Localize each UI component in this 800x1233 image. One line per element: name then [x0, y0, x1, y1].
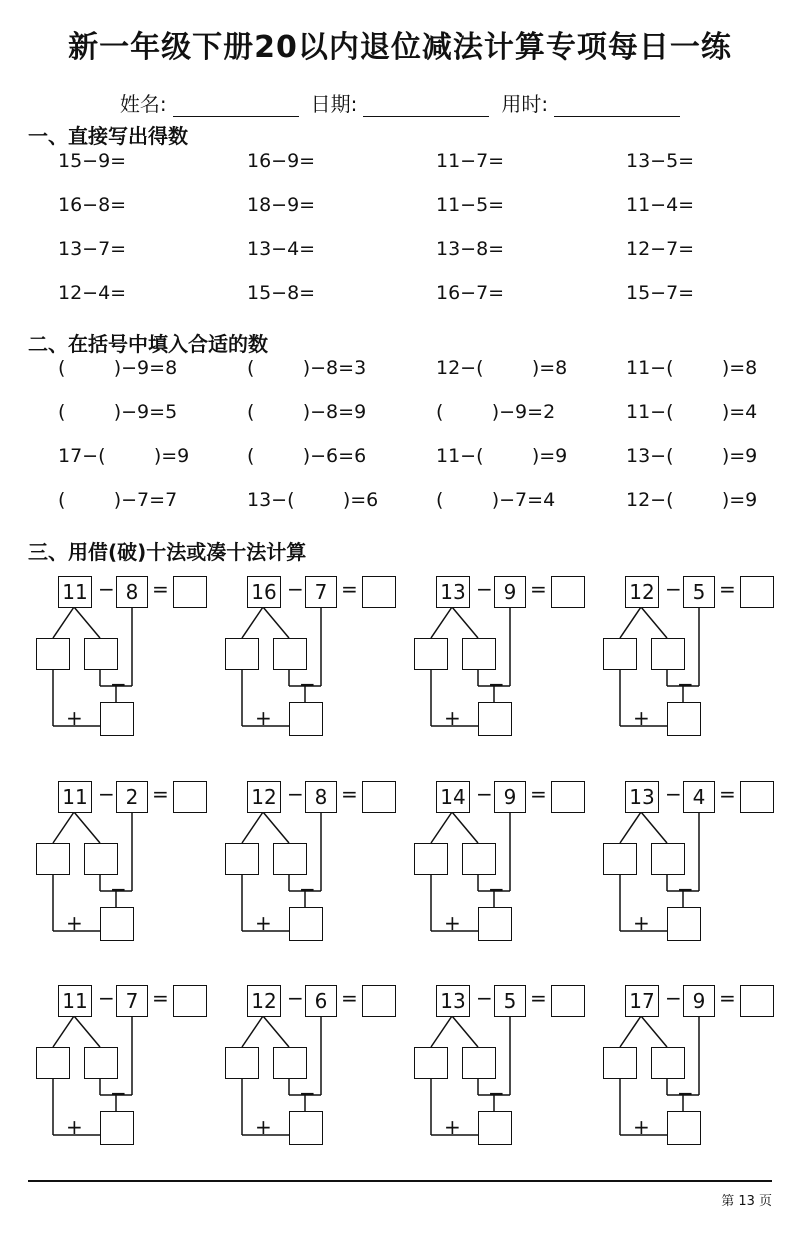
section1-row — [58, 150, 778, 180]
section1-problem[interactable]: 16−7= — [436, 282, 505, 304]
minus-sign: − — [665, 577, 682, 601]
step-minus-sign: − — [299, 672, 316, 696]
minuend-box: 12 — [625, 576, 659, 608]
minus-sign: − — [476, 782, 493, 806]
subtrahend-box: 9 — [683, 985, 715, 1017]
section2-problem[interactable]: ( )−8=3 — [247, 357, 367, 379]
section2-row — [58, 489, 778, 519]
split-box-left[interactable] — [603, 1047, 637, 1079]
connector-line — [74, 1016, 100, 1047]
split-box-right[interactable] — [84, 1047, 118, 1079]
decomposition-problem — [414, 779, 574, 949]
split-box-right[interactable] — [462, 1047, 496, 1079]
connector-line — [242, 607, 263, 638]
result-box[interactable] — [100, 702, 134, 736]
decomposition-problem — [36, 983, 196, 1153]
split-box-right[interactable] — [651, 1047, 685, 1079]
answer-box[interactable] — [173, 781, 207, 813]
connector-line — [263, 607, 289, 638]
minuend-box: 13 — [436, 985, 470, 1017]
step-plus-sign: + — [255, 1115, 272, 1139]
section1-problem[interactable]: 11−4= — [626, 194, 695, 216]
section1-problem[interactable]: 12−4= — [58, 282, 127, 304]
step-plus-sign: + — [66, 911, 83, 935]
minuend-box: 14 — [436, 781, 470, 813]
step-plus-sign: + — [633, 1115, 650, 1139]
minus-sign: − — [98, 986, 115, 1010]
equals-sign: = — [152, 986, 169, 1010]
split-box-right[interactable] — [273, 843, 307, 875]
answer-box[interactable] — [740, 985, 774, 1017]
section1-problem[interactable]: 13−5= — [626, 150, 695, 172]
split-box-left[interactable] — [414, 1047, 448, 1079]
page-title: 新一年级下册20以内退位减法计算专项每日一练 — [68, 30, 732, 65]
answer-box[interactable] — [362, 781, 396, 813]
equals-sign: = — [341, 986, 358, 1010]
split-box-left[interactable] — [603, 843, 637, 875]
subtrahend-box: 7 — [116, 985, 148, 1017]
section2-problem[interactable]: ( )−8=9 — [247, 401, 367, 423]
answer-box[interactable] — [740, 781, 774, 813]
date-label: 日期: — [310, 92, 358, 116]
step-plus-sign: + — [255, 911, 272, 935]
answer-box[interactable] — [551, 576, 585, 608]
split-box-right[interactable] — [651, 638, 685, 670]
equals-sign: = — [719, 986, 736, 1010]
connector-line — [620, 607, 641, 638]
time-label: 用时: — [501, 92, 549, 116]
decomposition-problem — [603, 779, 763, 949]
split-box-left[interactable] — [36, 638, 70, 670]
subtrahend-box: 9 — [494, 576, 526, 608]
result-box[interactable] — [100, 907, 134, 941]
equals-sign: = — [530, 782, 547, 806]
equals-sign: = — [152, 782, 169, 806]
connector-line — [53, 607, 74, 638]
split-box-left[interactable] — [414, 638, 448, 670]
date-field[interactable] — [311, 88, 490, 117]
minuend-box: 13 — [625, 781, 659, 813]
step-minus-sign: − — [677, 672, 694, 696]
split-box-left[interactable] — [36, 1047, 70, 1079]
section2-problem[interactable]: ( )−9=8 — [58, 357, 178, 379]
section1-row — [58, 282, 778, 312]
decomposition-problem — [603, 574, 763, 744]
split-box-left[interactable] — [225, 843, 259, 875]
equals-sign: = — [341, 577, 358, 601]
split-box-right[interactable] — [273, 1047, 307, 1079]
date-blank[interactable] — [363, 96, 489, 117]
section2-problem[interactable]: ( )−9=2 — [436, 401, 556, 423]
step-minus-sign: − — [488, 877, 505, 901]
split-box-right[interactable] — [273, 638, 307, 670]
minuend-box: 12 — [247, 985, 281, 1017]
minus-sign: − — [665, 782, 682, 806]
connector-line — [263, 812, 289, 843]
section1-heading: 一、直接写出得数 — [28, 124, 188, 148]
split-box-right[interactable] — [84, 638, 118, 670]
minuend-box: 11 — [58, 781, 92, 813]
answer-box[interactable] — [551, 781, 585, 813]
time-blank[interactable] — [554, 96, 680, 117]
step-plus-sign: + — [633, 911, 650, 935]
decomposition-problem — [225, 779, 385, 949]
minuend-box: 13 — [436, 576, 470, 608]
subtrahend-box: 4 — [683, 781, 715, 813]
step-minus-sign: − — [299, 877, 316, 901]
minus-sign: − — [98, 782, 115, 806]
result-box[interactable] — [478, 907, 512, 941]
minus-sign: − — [287, 986, 304, 1010]
step-plus-sign: + — [255, 706, 272, 730]
decomposition-problem — [414, 983, 574, 1153]
section2-problem[interactable]: 13−( )=9 — [626, 445, 758, 467]
split-box-right[interactable] — [462, 843, 496, 875]
section1-row — [58, 194, 778, 224]
minus-sign: − — [665, 986, 682, 1010]
section1-problem[interactable]: 11−5= — [436, 194, 505, 216]
step-plus-sign: + — [444, 706, 461, 730]
connector-line — [431, 812, 452, 843]
section2-problem[interactable]: 11−( )=4 — [626, 401, 758, 423]
step-minus-sign: − — [677, 1081, 694, 1105]
step-minus-sign: − — [677, 877, 694, 901]
answer-box[interactable] — [173, 985, 207, 1017]
section2-problem[interactable]: 11−( )=8 — [626, 357, 758, 379]
name-label: 姓名: — [119, 92, 167, 116]
section1-problem[interactable]: 16−8= — [58, 194, 127, 216]
section2-problem[interactable]: ( )−9=5 — [58, 401, 178, 423]
subtrahend-box: 6 — [305, 985, 337, 1017]
minus-sign: − — [98, 577, 115, 601]
result-box[interactable] — [478, 702, 512, 736]
minuend-box: 11 — [58, 576, 92, 608]
section2-heading: 二、在括号中填入合适的数 — [28, 332, 268, 356]
footer-divider — [28, 1180, 772, 1182]
step-plus-sign: + — [66, 1115, 83, 1139]
split-box-left[interactable] — [414, 843, 448, 875]
equals-sign: = — [719, 782, 736, 806]
subtrahend-box: 5 — [494, 985, 526, 1017]
decomposition-problem — [414, 574, 574, 744]
connector-line — [242, 812, 263, 843]
minus-sign: − — [287, 577, 304, 601]
subtrahend-box: 8 — [305, 781, 337, 813]
equals-sign: = — [341, 782, 358, 806]
step-plus-sign: + — [444, 911, 461, 935]
decomposition-problem — [36, 779, 196, 949]
section1-problem[interactable]: 12−7= — [626, 238, 695, 260]
result-box[interactable] — [667, 907, 701, 941]
time-field[interactable] — [501, 88, 680, 117]
subtrahend-box: 9 — [494, 781, 526, 813]
connector-line — [452, 812, 478, 843]
equals-sign: = — [152, 577, 169, 601]
split-box-left[interactable] — [603, 638, 637, 670]
page-number: 第 13 页 — [721, 1194, 772, 1209]
answer-box[interactable] — [173, 576, 207, 608]
section2-problem[interactable]: ( )−7=7 — [58, 489, 178, 511]
step-minus-sign: − — [110, 672, 127, 696]
decomposition-problem — [225, 983, 385, 1153]
connector-line — [431, 1016, 452, 1047]
step-plus-sign: + — [444, 1115, 461, 1139]
step-plus-sign: + — [66, 706, 83, 730]
section1-problem[interactable]: 13−8= — [436, 238, 505, 260]
connector-line — [641, 812, 667, 843]
minus-sign: − — [476, 986, 493, 1010]
step-minus-sign: − — [299, 1081, 316, 1105]
result-box[interactable] — [667, 1111, 701, 1145]
section2-problem[interactable]: 12−( )=8 — [436, 357, 568, 379]
connector-line — [452, 607, 478, 638]
section2-problem[interactable]: 17−( )=9 — [58, 445, 190, 467]
subtrahend-box: 7 — [305, 576, 337, 608]
section2-problem[interactable]: 11−( )=9 — [436, 445, 568, 467]
equals-sign: = — [719, 577, 736, 601]
connector-line — [53, 812, 74, 843]
answer-box[interactable] — [551, 985, 585, 1017]
step-minus-sign: − — [110, 877, 127, 901]
section2-problem[interactable]: ( )−7=4 — [436, 489, 556, 511]
answer-box[interactable] — [362, 576, 396, 608]
section1-problem[interactable]: 11−7= — [436, 150, 505, 172]
minuend-box: 16 — [247, 576, 281, 608]
subtrahend-box: 2 — [116, 781, 148, 813]
connector-line — [452, 1016, 478, 1047]
split-box-left[interactable] — [225, 638, 259, 670]
subtrahend-box: 5 — [683, 576, 715, 608]
connector-line — [74, 812, 100, 843]
section3-heading: 三、用借(破)十法或凑十法计算 — [28, 540, 307, 564]
split-box-right[interactable] — [84, 843, 118, 875]
section2-row — [58, 401, 778, 431]
section2-row — [58, 445, 778, 475]
connector-line — [620, 812, 641, 843]
section1-problem[interactable]: 13−7= — [58, 238, 127, 260]
minuend-box: 12 — [247, 781, 281, 813]
minus-sign: − — [287, 782, 304, 806]
connector-line — [641, 1016, 667, 1047]
section1-problem[interactable]: 15−8= — [247, 282, 316, 304]
name-blank[interactable] — [173, 96, 299, 117]
student-info-bar — [0, 88, 800, 117]
decomposition-problem — [603, 983, 763, 1153]
split-box-left[interactable] — [36, 843, 70, 875]
section1-problem[interactable]: 13−4= — [247, 238, 316, 260]
connector-line — [641, 607, 667, 638]
split-box-right[interactable] — [651, 843, 685, 875]
connector-line — [74, 607, 100, 638]
result-box[interactable] — [289, 1111, 323, 1145]
connector-line — [431, 607, 452, 638]
result-box[interactable] — [667, 702, 701, 736]
section2-row — [58, 357, 778, 387]
result-box[interactable] — [100, 1111, 134, 1145]
equals-sign: = — [530, 577, 547, 601]
step-minus-sign: − — [488, 672, 505, 696]
section1-problem[interactable]: 15−7= — [626, 282, 695, 304]
equals-sign: = — [530, 986, 547, 1010]
answer-box[interactable] — [362, 985, 396, 1017]
result-box[interactable] — [478, 1111, 512, 1145]
step-minus-sign: − — [110, 1081, 127, 1105]
connector-line — [620, 1016, 641, 1047]
connector-line — [53, 1016, 74, 1047]
minus-sign: − — [476, 577, 493, 601]
result-box[interactable] — [289, 702, 323, 736]
step-plus-sign: + — [633, 706, 650, 730]
result-box[interactable] — [289, 907, 323, 941]
section1-row — [58, 238, 778, 268]
section1-problem[interactable]: 16−9= — [247, 150, 316, 172]
section2-problem[interactable]: ( )−6=6 — [247, 445, 367, 467]
answer-box[interactable] — [740, 576, 774, 608]
split-box-right[interactable] — [462, 638, 496, 670]
section2-problem[interactable]: 13−( )=6 — [247, 489, 379, 511]
step-minus-sign: − — [488, 1081, 505, 1105]
decomposition-problem — [225, 574, 385, 744]
connector-line — [242, 1016, 263, 1047]
decomposition-problem — [36, 574, 196, 744]
section1-problem[interactable]: 15−9= — [58, 150, 127, 172]
minuend-box: 11 — [58, 985, 92, 1017]
subtrahend-box: 8 — [116, 576, 148, 608]
connector-line — [263, 1016, 289, 1047]
minuend-box: 17 — [625, 985, 659, 1017]
split-box-left[interactable] — [225, 1047, 259, 1079]
section1-problem[interactable]: 18−9= — [247, 194, 316, 216]
name-field[interactable] — [120, 88, 299, 117]
section2-problem[interactable]: 12−( )=9 — [626, 489, 758, 511]
